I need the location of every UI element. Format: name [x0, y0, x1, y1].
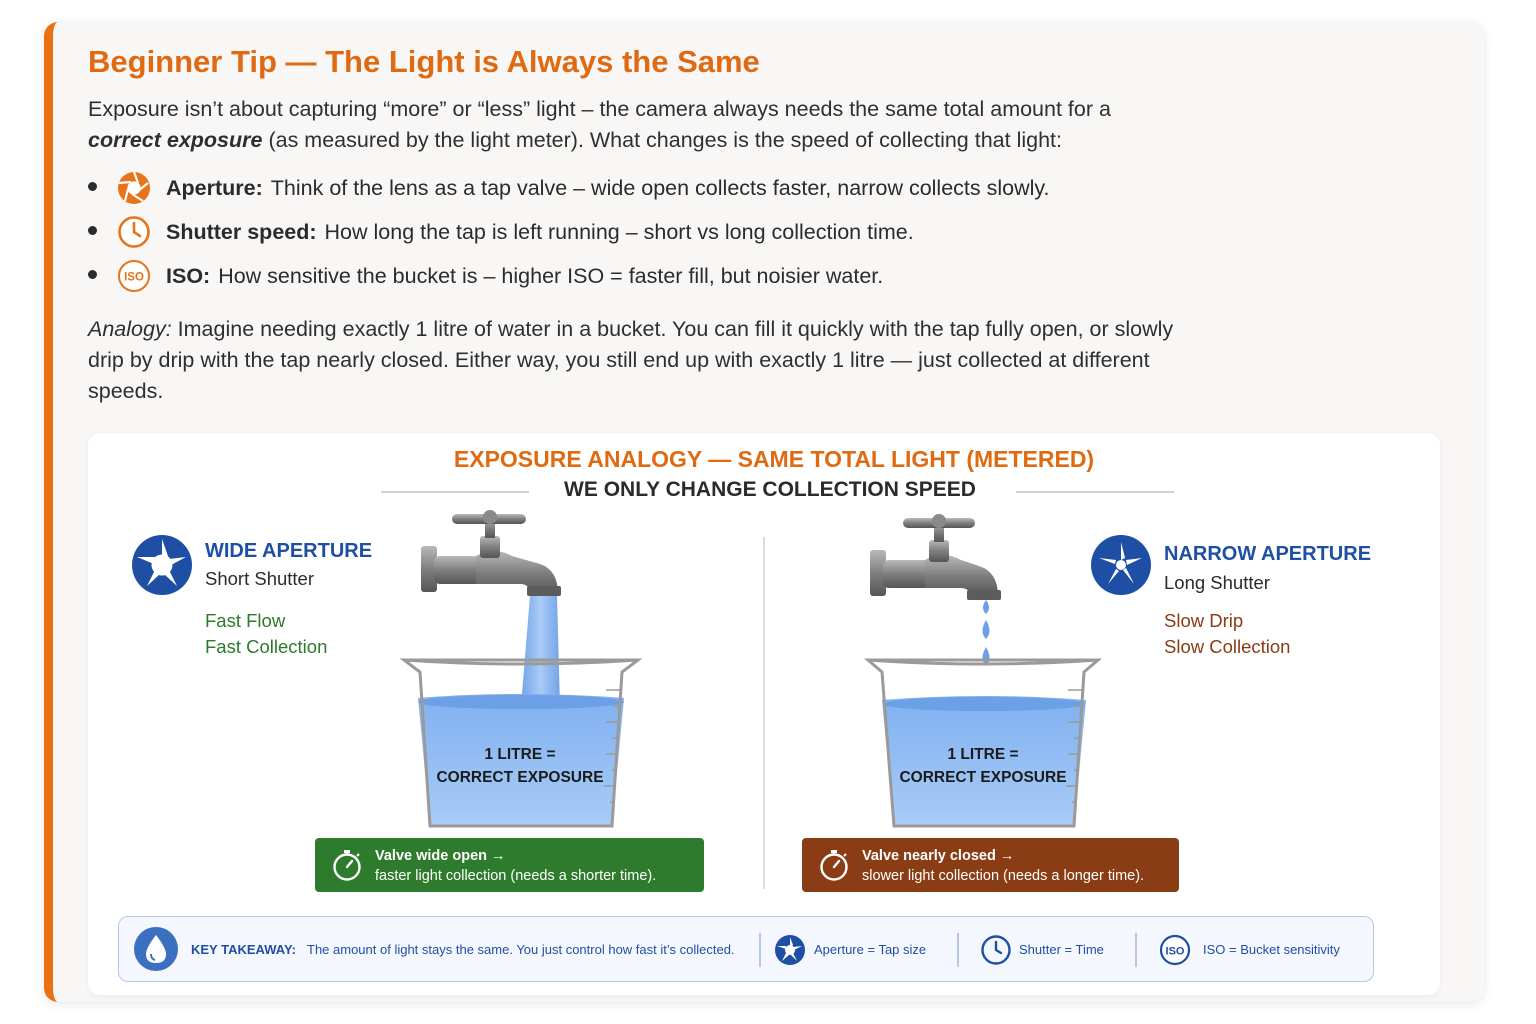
svg-text:ISO: ISO — [124, 271, 144, 284]
left-bucket-label — [420, 743, 620, 789]
bucket-label-line: CORRECT EXPOSURE — [436, 769, 604, 786]
nearly-closed-note — [802, 838, 1179, 892]
fast-flow-label: Fast Flow — [205, 610, 286, 631]
key-takeaway-bar — [118, 916, 1374, 982]
diagram-title: EXPOSURE ANALOGY — SAME TOTAL LIGHT (METERED) — [453, 446, 1095, 472]
note-title: Valve wide open → — [375, 848, 506, 864]
water-drop-icon — [133, 926, 179, 972]
intro-text-start: Exposure isn’t about capturing “more” or “less” light – the camera always needs the same total amount for a — [88, 97, 1111, 121]
wide-aperture-title: WIDE APERTURE — [205, 540, 373, 562]
key-takeaway-text: The amount of light stays the same. You just control how fast it’s collected. — [307, 942, 735, 957]
short-shutter-label: Short Shutter — [205, 568, 315, 589]
bucket-label-line: 1 LITRE = — [484, 746, 556, 763]
wide-open-note — [315, 838, 704, 892]
note-text: slower light collection (needs a longer time). — [862, 868, 1145, 884]
stopwatch-icon — [329, 847, 365, 883]
svg-text:ISO: ISO — [1165, 945, 1185, 958]
long-shutter-label: Long Shutter — [1164, 572, 1270, 593]
water-stream — [521, 596, 560, 706]
tip-term: Shutter speed: — [166, 220, 317, 244]
aperture-icon — [774, 934, 806, 966]
stopwatch-icon — [816, 847, 852, 883]
takeaway-iso: ISO = Bucket sensitivity — [1203, 942, 1340, 957]
slow-drip-label: Slow Drip — [1164, 610, 1244, 631]
takeaway-shutter: Shutter = Time — [1019, 942, 1104, 957]
separator — [957, 933, 959, 967]
iso-icon — [1159, 934, 1191, 966]
separator — [1135, 933, 1137, 967]
narrow-aperture-title: NARROW APERTURE — [1164, 543, 1372, 565]
left-tap — [421, 510, 561, 596]
intro-emphasis: correct exposure — [88, 128, 263, 152]
tip-term: Aperture: — [166, 176, 263, 200]
tip-title: Beginner Tip — The Light is Always the Same — [88, 44, 760, 79]
separator — [759, 933, 761, 967]
note-text: faster light collection (needs a shorter time). — [375, 868, 657, 884]
tip-term: ISO: — [166, 264, 211, 288]
bucket-label-line: 1 LITRE = — [947, 746, 1019, 763]
clock-icon — [980, 934, 1012, 966]
note-title: Valve nearly closed → — [862, 848, 1015, 864]
takeaway-aperture: Aperture = Tap size — [814, 942, 927, 957]
intro-text-end: (as measured by the light meter). What changes is the speed of collecting that light: — [268, 128, 1062, 152]
analogy-text: Imagine needing exactly 1 litre of water in a bucket. You can fill it quickly with the tap fully open, or slowly drip by drip with the tap nearly closed. Either way, you still end up with exactly 1 litre — just collected at different speeds. — [88, 317, 1174, 403]
tip-description: Think of the lens as a tap valve – wide open collects faster, narrow collects slowly. — [270, 176, 1050, 200]
key-takeaway-label: KEY TAKEAWAY: — [191, 942, 296, 957]
right-bucket-label — [883, 743, 1083, 789]
tip-description: How sensitive the bucket is – higher ISO = faster fill, but noisier water. — [218, 264, 884, 288]
right-tap — [870, 514, 1001, 600]
water-drips — [983, 600, 990, 666]
analogy-label: Analogy: — [88, 317, 172, 341]
bucket-label-line: CORRECT EXPOSURE — [899, 769, 1067, 786]
diagram-subtitle: WE ONLY CHANGE COLLECTION SPEED — [564, 478, 976, 501]
slow-collection-label: Slow Collection — [1164, 636, 1291, 657]
tip-description: How long the tap is left running – short vs long collection time. — [324, 220, 914, 244]
fast-collection-label: Fast Collection — [205, 636, 328, 657]
